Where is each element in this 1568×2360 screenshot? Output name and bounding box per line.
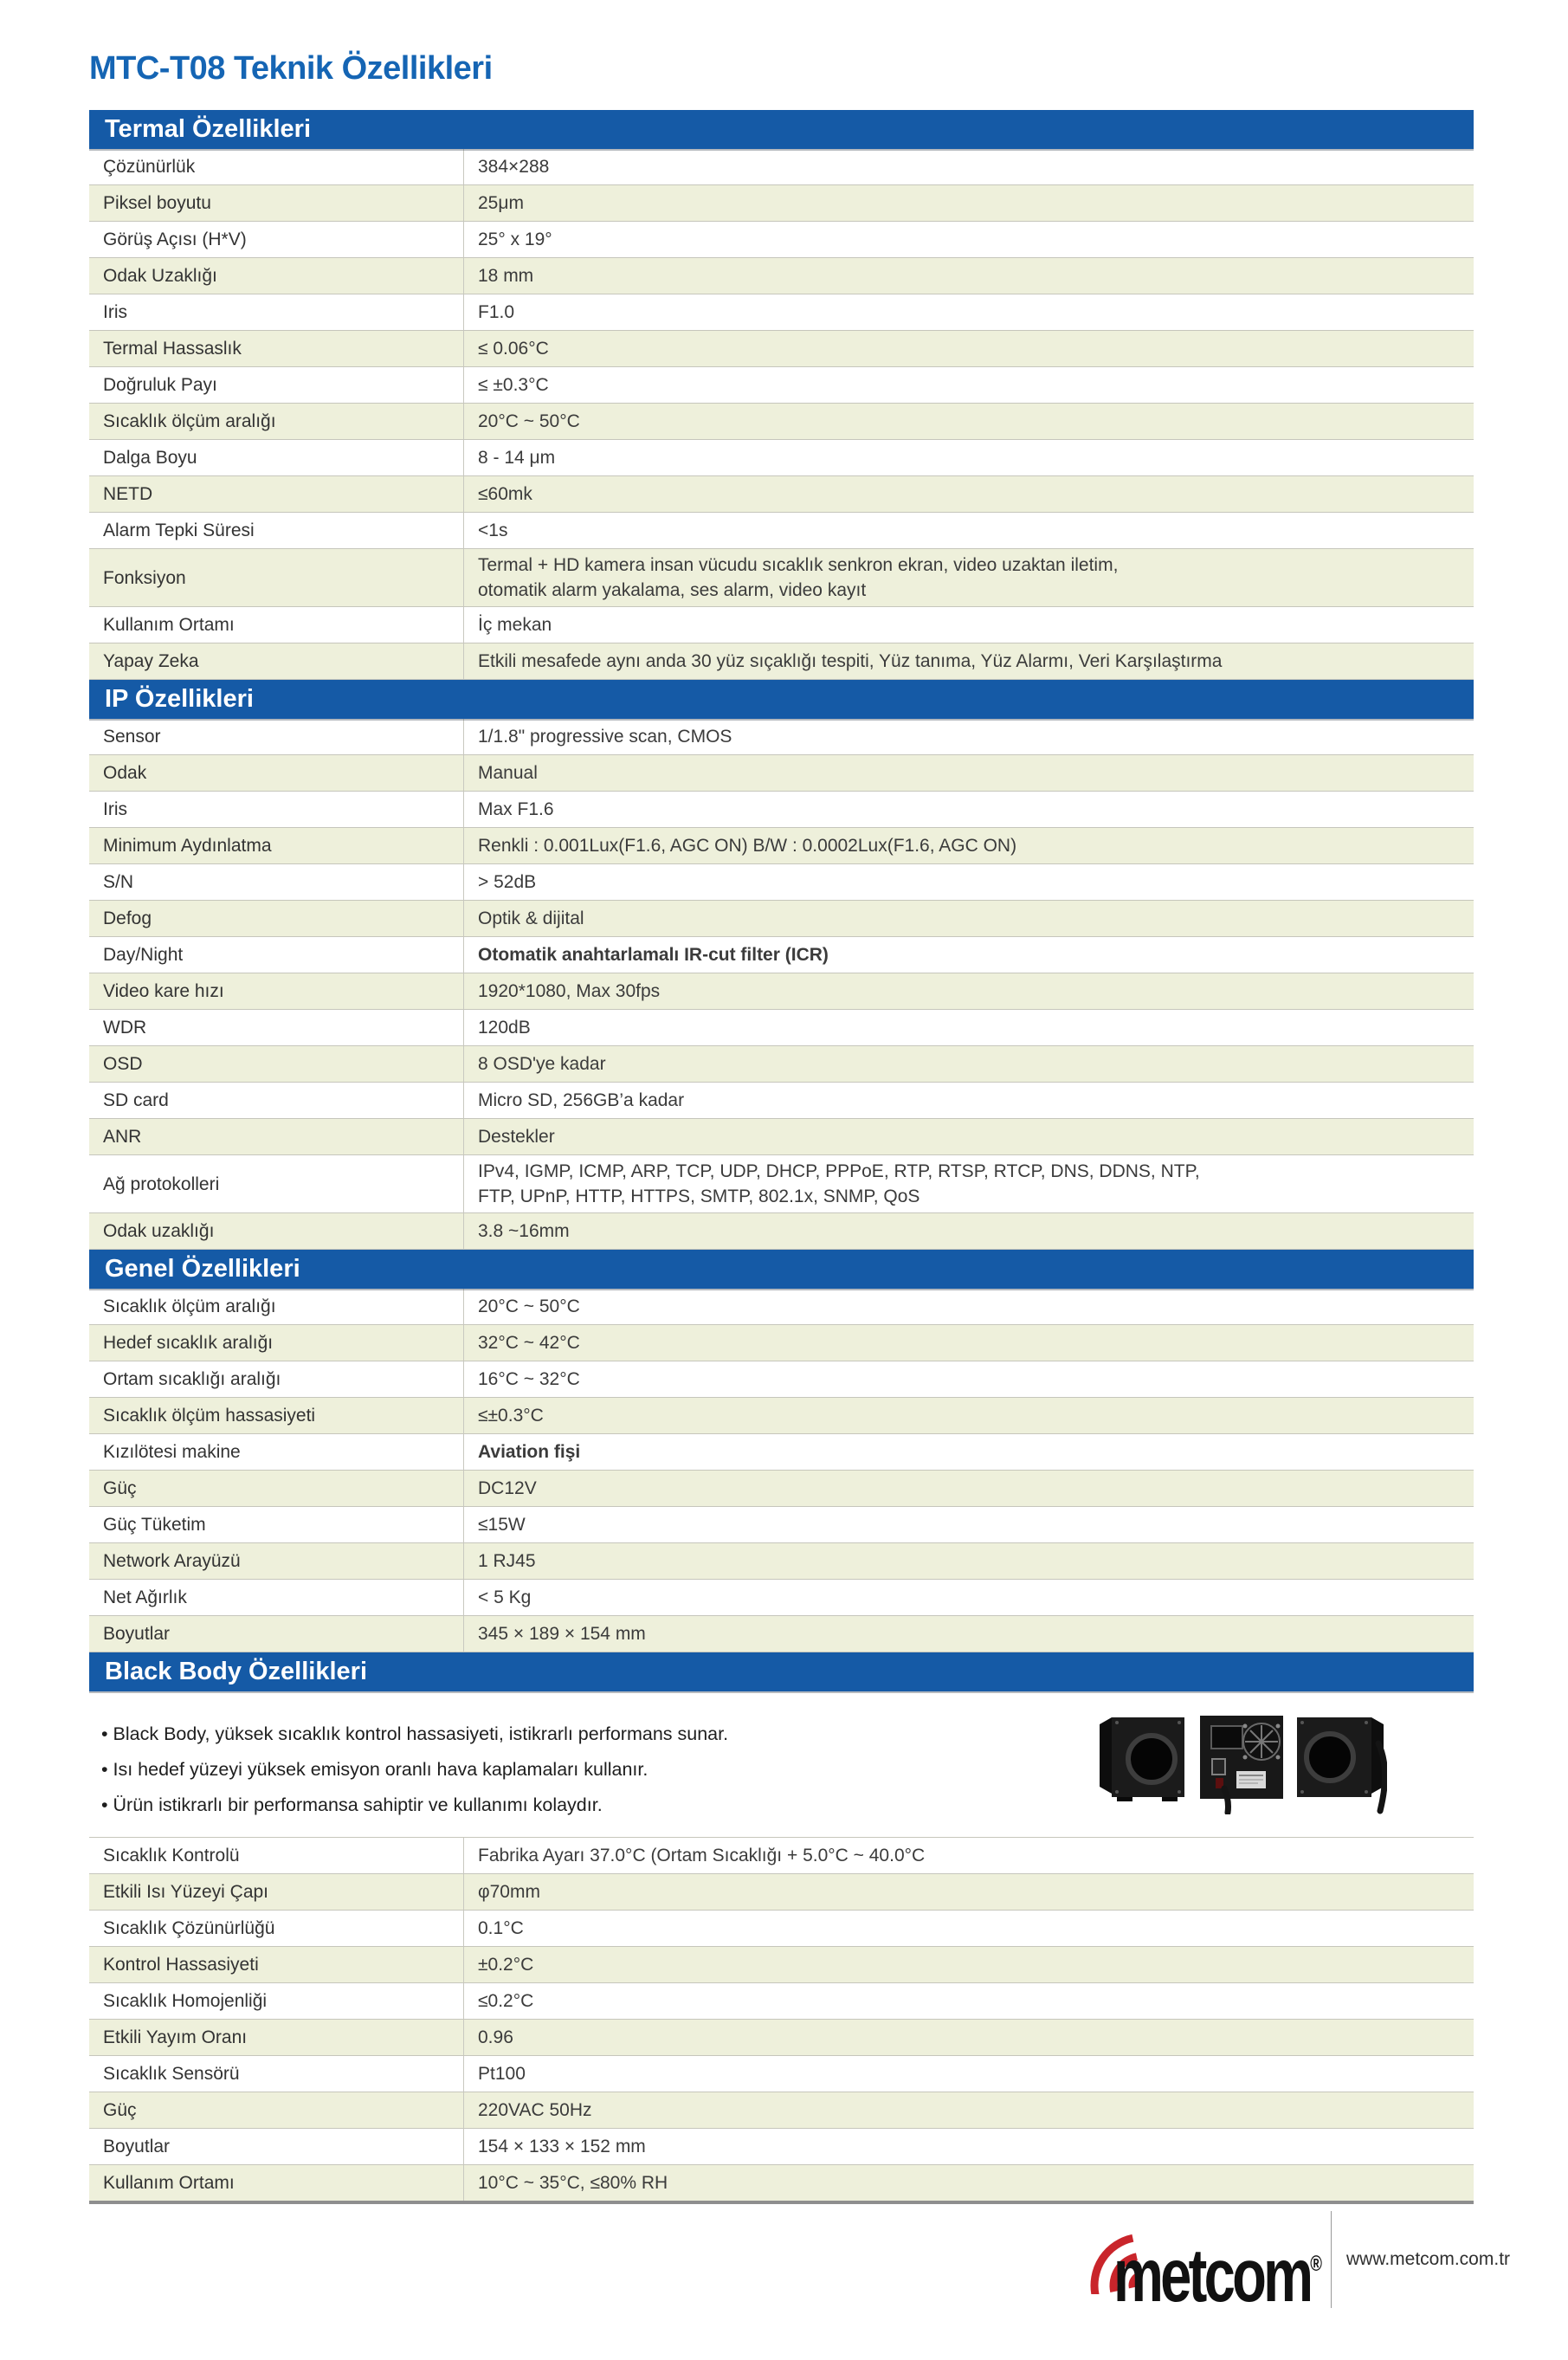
table-row	[89, 1213, 1474, 1250]
spec-value: <1s	[464, 513, 1474, 549]
table-row	[89, 149, 1474, 185]
section-ip	[89, 680, 1474, 1250]
spec-value: < 5 Kg	[464, 1580, 1474, 1616]
spec-label: Sıcaklık ölçüm aralığı	[89, 404, 464, 440]
footer-url: www.metcom.com.tr	[1346, 2249, 1511, 2269]
table-row	[89, 607, 1474, 643]
spec-label: Odak	[89, 755, 464, 792]
spec-label: Odak uzaklığı	[89, 1213, 464, 1250]
blackbody-device-rear	[1200, 1716, 1283, 1813]
table-row	[89, 1398, 1474, 1434]
spec-value: 25μm	[464, 185, 1474, 222]
table-row	[89, 755, 1474, 792]
spec-value: 8 - 14 μm	[464, 440, 1474, 476]
spec-value: 18 mm	[464, 258, 1474, 294]
table-row	[89, 1616, 1474, 1652]
table-row	[89, 643, 1474, 680]
spec-label: Piksel boyutu	[89, 185, 464, 222]
spec-value: 1 RJ45	[464, 1543, 1474, 1580]
page-title: MTC-T08 Teknik Özellikleri	[89, 50, 493, 87]
table-row	[89, 1361, 1474, 1398]
table-row	[89, 476, 1474, 513]
footer-divider	[1331, 2211, 1332, 2308]
spec-label: Kullanım Ortamı	[89, 607, 464, 643]
spec-value: Destekler	[464, 1119, 1474, 1155]
table-row	[89, 440, 1474, 476]
spec-label: Ortam sıcaklığı aralığı	[89, 1361, 464, 1398]
spec-label: Etkili Isı Yüzeyi Çapı	[89, 1874, 464, 1911]
spec-value: ≤15W	[464, 1507, 1474, 1543]
spec-value: İç mekan	[464, 607, 1474, 643]
spec-value: ≤ 0.06°C	[464, 331, 1474, 367]
blackbody-intro	[89, 1691, 1474, 1838]
spec-value: 32°C ~ 42°C	[464, 1325, 1474, 1361]
table-row	[89, 2129, 1474, 2165]
spec-value: 384×288	[464, 149, 1474, 185]
spec-label: Video kare hızı	[89, 973, 464, 1010]
spec-label: Net Ağırlık	[89, 1580, 464, 1616]
spec-value: ≤60mk	[464, 476, 1474, 513]
table-row	[89, 719, 1474, 755]
spec-value: 0.96	[464, 2020, 1474, 2056]
spec-value: 3.8 ~16mm	[464, 1213, 1474, 1250]
table-row	[89, 1838, 1474, 1874]
spec-label: Alarm Tepki Süresi	[89, 513, 464, 549]
table-row	[89, 513, 1474, 549]
table-row	[89, 937, 1474, 973]
spec-label: Sensor	[89, 719, 464, 755]
spec-label: Etkili Yayım Oranı	[89, 2020, 464, 2056]
logo-wordmark: metcom®	[1113, 2233, 1323, 2318]
metcom-logo	[1079, 2234, 1330, 2337]
spec-label: SD card	[89, 1083, 464, 1119]
spec-table-blackbody	[89, 1838, 1474, 2204]
spec-value: 120dB	[464, 1010, 1474, 1046]
table-row	[89, 1325, 1474, 1361]
spec-label: Boyutlar	[89, 1616, 464, 1652]
spec-value: 16°C ~ 32°C	[464, 1361, 1474, 1398]
spec-value: 345 × 189 × 154 mm	[464, 1616, 1474, 1652]
table-row	[89, 1507, 1474, 1543]
spec-label: Güç	[89, 1471, 464, 1507]
spec-label: Güç	[89, 2092, 464, 2129]
spec-value: ≤0.2°C	[464, 1983, 1474, 2020]
section-genel	[89, 1250, 1474, 1652]
spec-value: φ70mm	[464, 1874, 1474, 1911]
spec-value: 25° x 19°	[464, 222, 1474, 258]
spec-label: NETD	[89, 476, 464, 513]
spec-value: DC12V	[464, 1471, 1474, 1507]
table-row	[89, 1289, 1474, 1325]
spec-label: Sıcaklık Kontrolü	[89, 1838, 464, 1874]
table-row	[89, 1947, 1474, 1983]
table-row	[89, 792, 1474, 828]
spec-value: 10°C ~ 35°C, ≤80% RH	[464, 2165, 1474, 2203]
spec-label: Boyutlar	[89, 2129, 464, 2165]
spec-value: Pt100	[464, 2056, 1474, 2092]
section-header-termal: Termal Özellikleri	[89, 110, 1474, 149]
spec-label: Doğruluk Payı	[89, 367, 464, 404]
spec-value: 8 OSD'ye kadar	[464, 1046, 1474, 1083]
table-row	[89, 901, 1474, 937]
table-row	[89, 1046, 1474, 1083]
spec-value: IPv4, IGMP, ICMP, ARP, TCP, UDP, DHCP, PPPoE, RTP, RTSP, RTCP, DNS, DDNS, NTP, FTP, UPnP, HTTP, HTTPS, SMTP, 802.1x, SNMP, QoS	[464, 1155, 1474, 1213]
table-row	[89, 1119, 1474, 1155]
spec-value: ≤ ±0.3°C	[464, 367, 1474, 404]
footer	[89, 2204, 1511, 2360]
spec-value: 1/1.8" progressive scan, CMOS	[464, 719, 1474, 755]
table-row	[89, 2056, 1474, 2092]
spec-value: ±0.2°C	[464, 1947, 1474, 1983]
spec-table-termal	[89, 149, 1474, 680]
spec-label: Görüş Açısı (H*V)	[89, 222, 464, 258]
section-header-ip: IP Özellikleri	[89, 680, 1474, 719]
spec-value: ≤±0.3°C	[464, 1398, 1474, 1434]
section-header-genel: Genel Özellikleri	[89, 1250, 1474, 1289]
table-row	[89, 1543, 1474, 1580]
section-blackbody	[89, 1652, 1474, 2204]
table-row	[89, 973, 1474, 1010]
blackbody-device-front	[1100, 1717, 1184, 1801]
spec-value: Termal + HD kamera insan vücudu sıcaklık senkron ekran, video uzaktan iletim, otomatik alarm yakalama, ses alarm, video kayıt	[464, 549, 1474, 607]
table-row	[89, 549, 1474, 607]
spec-table-genel	[89, 1289, 1474, 1652]
spec-label: Yapay Zeka	[89, 643, 464, 680]
spec-value: Optik & dijital	[464, 901, 1474, 937]
spec-value: F1.0	[464, 294, 1474, 331]
table-row	[89, 1580, 1474, 1616]
section-header-blackbody: Black Body Özellikleri	[89, 1652, 1474, 1691]
table-row	[89, 1155, 1474, 1213]
spec-label: Çözünürlük	[89, 149, 464, 185]
spec-label: Iris	[89, 792, 464, 828]
spec-label: Ağ protokolleri	[89, 1155, 464, 1213]
spec-label: Hedef sıcaklık aralığı	[89, 1325, 464, 1361]
spec-label: Day/Night	[89, 937, 464, 973]
spec-value: Aviation fişi	[464, 1434, 1474, 1471]
table-row	[89, 1874, 1474, 1911]
page-container	[89, 0, 1511, 2360]
table-row	[89, 2092, 1474, 2129]
spec-label: Fonksiyon	[89, 549, 464, 607]
table-row	[89, 828, 1474, 864]
spec-value: Renkli : 0.001Lux(F1.6, AGC ON) B/W : 0.0002Lux(F1.6, AGC ON)	[464, 828, 1474, 864]
spec-label: Sıcaklık Çözünürlüğü	[89, 1911, 464, 1947]
bullet-item: • Ürün istikrarlı bir performansa sahiptir ve kullanımı kolaydır.	[101, 1794, 1474, 1817]
bullet-item: • Black Body, yüksek sıcaklık kontrol hassasiyeti, istikrarlı performans sunar.	[101, 1723, 1474, 1746]
spec-label: OSD	[89, 1046, 464, 1083]
table-row	[89, 294, 1474, 331]
spec-label: WDR	[89, 1010, 464, 1046]
spec-label: Sıcaklık ölçüm hassasiyeti	[89, 1398, 464, 1434]
spec-label: Sıcaklık Homojenliği	[89, 1983, 464, 2020]
spec-value: > 52dB	[464, 864, 1474, 901]
spec-value: Fabrika Ayarı 37.0°C (Ortam Sıcaklığı + 5.0°C ~ 40.0°C	[464, 1838, 1474, 1874]
table-row	[89, 1010, 1474, 1046]
table-row	[89, 1983, 1474, 2020]
spec-value: 220VAC 50Hz	[464, 2092, 1474, 2129]
spec-label: Kullanım Ortamı	[89, 2165, 464, 2203]
spec-label: Kızılötesi makine	[89, 1434, 464, 1471]
spec-value: 154 × 133 × 152 mm	[464, 2129, 1474, 2165]
spec-label: S/N	[89, 864, 464, 901]
table-row	[89, 1471, 1474, 1507]
table-row	[89, 222, 1474, 258]
spec-value: Micro SD, 256GB’a kadar	[464, 1083, 1474, 1119]
table-row	[89, 367, 1474, 404]
spec-label: ANR	[89, 1119, 464, 1155]
table-row	[89, 258, 1474, 294]
registered-mark: ®	[1310, 2252, 1323, 2277]
spec-label: Dalga Boyu	[89, 440, 464, 476]
blackbody-product-image	[1098, 1709, 1387, 1814]
table-row	[89, 331, 1474, 367]
table-row	[89, 2165, 1474, 2203]
table-row	[89, 185, 1474, 222]
spec-label: Güç Tüketim	[89, 1507, 464, 1543]
table-row	[89, 1083, 1474, 1119]
spec-value: Manual	[464, 755, 1474, 792]
table-row	[89, 1911, 1474, 1947]
spec-value: 1920*1080, Max 30fps	[464, 973, 1474, 1010]
spec-label: Iris	[89, 294, 464, 331]
table-row	[89, 864, 1474, 901]
table-row	[89, 2020, 1474, 2056]
blackbody-device-front-cable	[1297, 1717, 1385, 1811]
spec-value: Max F1.6	[464, 792, 1474, 828]
spec-value: Etkili mesafede aynı anda 30 yüz sıçaklığı tespiti, Yüz tanıma, Yüz Alarmı, Veri Karşılaştırma	[464, 643, 1474, 680]
spec-label: Sıcaklık ölçüm aralığı	[89, 1289, 464, 1325]
spec-value: 0.1°C	[464, 1911, 1474, 1947]
spec-label: Network Arayüzü	[89, 1543, 464, 1580]
spec-value: Otomatik anahtarlamalı IR-cut filter (ICR)	[464, 937, 1474, 973]
section-termal	[89, 110, 1474, 680]
spec-label: Defog	[89, 901, 464, 937]
table-row	[89, 1434, 1474, 1471]
bullet-item: • Isı hedef yüzeyi yüksek emisyon oranlı hava kaplamaları kullanır.	[101, 1758, 1474, 1781]
spec-label: Termal Hassaslık	[89, 331, 464, 367]
spec-label: Odak Uzaklığı	[89, 258, 464, 294]
spec-label: Minimum Aydınlatma	[89, 828, 464, 864]
table-row	[89, 404, 1474, 440]
spec-value: 20°C ~ 50°C	[464, 1289, 1474, 1325]
spec-value: 20°C ~ 50°C	[464, 404, 1474, 440]
spec-table-ip	[89, 719, 1474, 1250]
spec-label: Sıcaklık Sensörü	[89, 2056, 464, 2092]
spec-label: Kontrol Hassasiyeti	[89, 1947, 464, 1983]
